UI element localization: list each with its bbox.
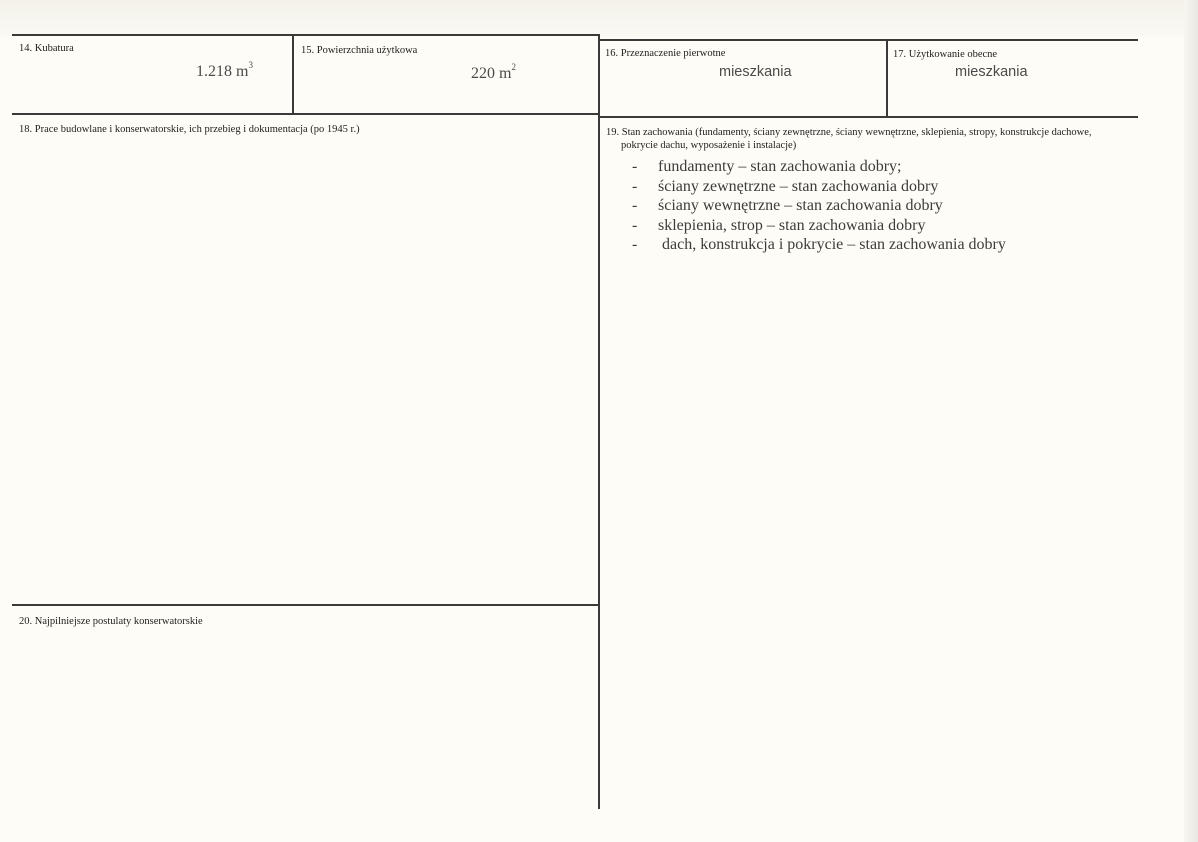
list-item [632, 157, 1006, 177]
field-20-label: 20. Najpilniejsze postulaty konserwatorskie [19, 616, 203, 627]
field-18-label: 18. Prace budowlane i konserwatorskie, ich przebieg i dokumentacja (po 1945 r.) [19, 124, 360, 135]
list-bullet: - [632, 236, 638, 253]
row-divider-2 [12, 604, 599, 606]
list-item [632, 216, 1006, 236]
field-15-unit-sup: 2 [511, 62, 516, 72]
field-14-label: 14. Kubatura [19, 43, 74, 54]
field-19-label-line2: pokrycie dachu, wyposażenie i instalacje) [621, 140, 797, 151]
top-edge [0, 0, 1198, 36]
field-14-value [196, 60, 253, 81]
list-bullet: - [632, 197, 638, 214]
field-14-unit-sup: 3 [248, 60, 253, 70]
condition-list [632, 157, 1006, 255]
field-15-value [471, 62, 516, 83]
col-divider-3 [886, 39, 888, 118]
field-16-value: mieszkania [719, 64, 792, 80]
list-item-text: fundamenty – stan zachowania dobry; [658, 158, 902, 175]
field-19-label [606, 126, 1136, 152]
form-top-border [12, 34, 599, 36]
list-bullet: - [632, 216, 638, 234]
list-item-text: dach, konstrukcja i pokrycie – stan zachowania dobry [658, 236, 1006, 253]
field-17-value: mieszkania [955, 64, 1028, 80]
list-item [632, 235, 1006, 255]
field-15-label: 15. Powierzchnia użytkowa [301, 45, 418, 56]
field-19-label-line1: 19. Stan zachowania (fundamenty, ściany zewnętrzne, ściany wewnętrzne, sklepienia, stropy, konstrukcje dachowe, [606, 127, 1092, 138]
field-17-label: 17. Użytkowanie obecne [893, 49, 998, 60]
list-item-text: ściany zewnętrzne – stan zachowania dobry [658, 177, 939, 195]
col-divider-1 [292, 34, 294, 114]
list-item-text: sklepienia, strop – stan zachowania dobry [658, 216, 926, 234]
col-divider-center [598, 34, 600, 809]
field-16-label: 16. Przeznaczenie pierwotne [605, 48, 726, 59]
list-item [632, 177, 1006, 197]
form-top-border-right [599, 39, 1138, 41]
row-divider-1 [12, 113, 599, 115]
right-edge [1184, 0, 1198, 842]
field-15-value-text: 220 m [471, 65, 512, 82]
list-bullet: - [632, 177, 638, 195]
list-bullet: - [632, 158, 638, 175]
list-item [632, 196, 1006, 216]
row-divider-1-right [599, 116, 1138, 118]
field-14-value-text: 1.218 m [196, 63, 249, 80]
list-item-text: ściany wewnętrzne – stan zachowania dobry [658, 197, 943, 214]
